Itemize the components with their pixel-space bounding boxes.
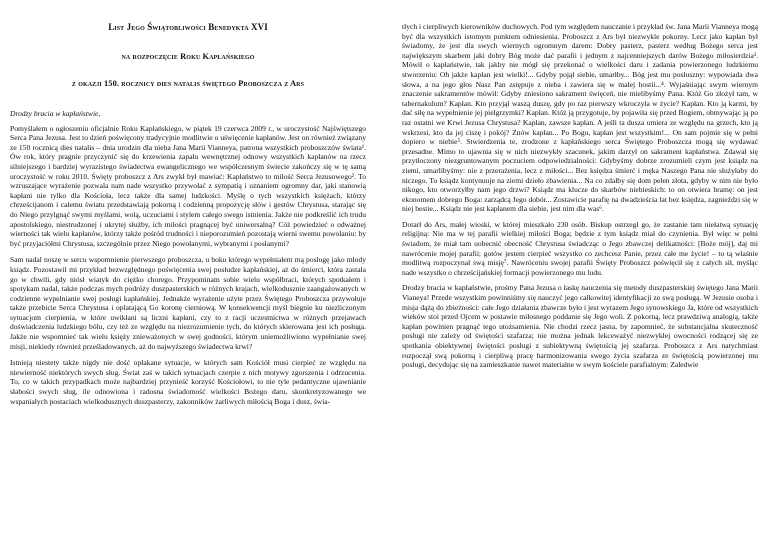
left-paragraph-3: Istnieją niestety także nigdy nie dość opłakane sytuacje, w których sam Kościół musi cierpieć ze względu na niewierność niektórych swych sług. Świat zaś w takich sytuacjach czerpie z nich motywy zgorszenia i odrzucenia. To, co w takich przypadkach może najbardziej przynieść korzyść Kościołowi, to nie tyle pedantyczne ujawnianie słabości swych sług, ile odnowiona i radosna świadomość wielkości Bożego daru, skonkretyzowanego we wspaniałych postaciach wielkodusznych duszpasterzy, zakonników żarliwych miłością Boga i dusz, świa- xyxy=(10,358,366,406)
right-paragraph-1: tłych i cierpliwych kierowników duchowych. Pod tym względem nauczanie i przykład św. Jana Marii Vianneya mogą być dla wszystkich istotnym punktem odniesienia. Proboszcz z Ars był niezwykle pokorny. Lecz jako kapłan był świadomy, że jest dla swych wiernych ogromnym darem: Dobry pasterz, pasterz według Bożego serca jest największym skarbem jaki dobry Bóg może dać parafii i jednym z najcenniejszych darów Bożego miłosierdzia³. Mówił o kapłaństwie, tak jakby nie mógł się przekonać o wielkości daru i zadania powierzonego ludzkiemu stworzeniu: Oh jakże kapłan jest wielki!... Gdyby pojął siebie, umarłby... Bóg jest mu posłuszny: wypowiada dwa słowa, a na jego głos Nasz Pan zstępuje z nieba i zawiera się w małej hostii...⁴. Wyjaśniając swym wiernym znaczenie sakramentów mówił: Gdyby zniesiono sakrament święceń, nie mielibyśmy Pana. Któż Go złożył tam, w tabernakulum? Kapłan. Kto przyjął waszą duszę, gdy po raz pierwszy wkroczyła w życie? Kapłan. Kto ją karmi, by dać siłę na wypełnienie jej pielgrzymki? Kapłan. Któż ją przygotuje, by pojawiła się przed Bogiem, obmywając ją po raz ostatni we Krwi Jezusa Chrystusa? Kapłan, zawsze kapłan. A jeśli ta dusza umiera ze względu na grzech, kto ją wskrzesi, kto da jej ciszę i pokój? Znów kapłan... Po Bogu, kapłan jest wszystkim!... On sam pojmie się w pełni dopiero w niebie⁵. Stwierdzenia te, zrodzone z kapłańskiego serca Świętego Proboszcza mogą się wydawać przesadne. Mimo to ujawnia się w nich niezwykły szacunek, jakim darzył on sakrament kapłaństwa. Zdawał się przytłoczony niezgruntowanym poczuciem odpowiedzialności: Gdybyśmy dobrze zrozumieli czym jest ksiądz na ziemi, umarlibyśmy: nie z przerażenia, lecz z miłości... Bez księdza śmierć i męka Naszego Pana nie służyłaby do niczego. To ksiądz kontynuuje na ziemi dzieło zbawienia... Na co zdałby się dom pełen złota, gdyby w nim nie było nikogo, kto otworzyłby nam jego drzwi? Ksiądz ma klucze do skarbów niebieskich: to on otwiera bramę: on jest ekonomem dobrego Boga: zarządcą Jego dobór... Zostawicie parafię na dwadzieścia lat bez księdza, zagnieździ się w niej bestie... Ksiądz nie jest kapłanem dla siebie, jest nim dla was⁶. xyxy=(402,22,758,214)
letter-heading xyxy=(10,22,366,89)
left-paragraph-2: Sam nadal noszę w sercu wspomnienie pierwszego proboszcza, u boku którego wypełniałem mą posługę jako młody ksiądz. Pozostawił mi przykład bezwzględnego poświęcenia swej posłudze kapłańskiej, aż do śmierci, która zastała go w chwili, gdy niósł wiatyk do ciężko chorego. Przypominam sobie wielu współbraci, których spotkałem i spotykam nadal, także podczas mych podróży duszpasterskich w różnych krajach, wielkodusznie zaangażowanych w codzienne wypełnianie swej posługi kapłańskiej. Jednakże wyrażenie użyte przez Świętego Proboszcza przywołuje także przebicie Serca Chrystusa i oplatającą Go koronę cierniową. W konsekwencji myśl biegnie ku niezliczonym sytuacjom cierpienia, w które uwikłani są liczni kapłani, czy to z racji uczestnictwa w różnych przejawach doświadczenia ludzkiego bólu, czy też ze względu na niezrozumienie tych, do których skierowana jest ich posługa. Jakże nie wspomnieć tak wielu księży znieważonych w swej godności, którym uniemożliwiono wypełnianie swej misji, niekiedy również prześladowanych, aż do najwyższego świadectwa krwi? xyxy=(10,255,366,351)
greeting: Drodzy bracia w kapłaństwie, xyxy=(10,109,101,118)
right-paragraph-3: Drodzy bracia w kapłaństwie, prośmy Pana Jezusa o łaskę nauczenia się metody duszpasterskiej świętego Jana Marii Vianeya! Przede wszystkim powinniśmy się nauczyć jego całkowitej identyfikacji ze swą posługą. W Jezusie osoba i misja dążą do zbieżności: całe Jego działania zbawcze było i jest wyrazem Jego synowskiego Ja, które od wszystkich wieków stoi przed Ojcem w postawie miłosnego poddanie się Jego woli. Z pokorną, lecz prawdziwą analogią, także kapłan powinien pragnąć tego utożsamienia. Nie chodzi rzecz jasna, by zapomnieć, że substancjalna skuteczność posługi nie zależy od świętości szafarza; nie można jednak lekceważyć niezwykłej owocności rodzącej się ze spotkania obiektywnej świętości posługi z subiektywną świętością jej szafarza. Proboszcz z Ars natychmiast rozpoczął swą pokorną i cierpliwą pracę harmonizowania swego życia szafarza ze świętością powierzonej mu posługi, decydując się na zamieszkanie nawet materialne w swym kościele parafialnym: Zaledwie xyxy=(402,283,758,370)
title-line-2: na rozpoczęcie Roku Kapłańskiego xyxy=(121,52,255,61)
title-line-3: z okazji 150. rocznicy dies natalis świętego Proboszcza z Ars xyxy=(71,79,305,88)
title-line-1: List Jego Świątobliwości Benedykta XVI xyxy=(108,22,268,32)
left-column xyxy=(10,22,366,413)
right-paragraph-2: Dotarł do Ars, małej wioski, w której mieszkało 230 osób. Biskup ostrzegł go, że zastanie tam niełatwą sytuację religijną: Nie ma w tej parafii wielkiej miłości Boga; będzie z tym ksiądz miał do czynienia. Był więc w pełni świadom, że miał tam uobecnić obecność Chrystusa świadcząc o Jego zbawczej delikatności: [Boże mój], daj mi nawrócenie mojej parafii; gotów jestem cierpieć wszystko co zechcesz Panie, przez całe me życie! – to tą właśnie modlitwą rozpoczynał swą misję⁷. Nawróceniu swojej parafii Święty Proboszcz poświęcił się z całych sił, myśląc nade wszystko o chrześcijańskiej formacji powierzonego mu ludu. xyxy=(402,219,758,277)
left-paragraph-1: Pomyślałem o ogłoszeniu oficjalnie Roku Kapłańskiego, w piątek 19 czerwca 2009 r., w uroczystość Najświętszego Serca Pana Jezusa. Jest to dzień poświęcony tradycyjnie modlitwie o uświęcenie kapłanów. Jest on również związany ze 150 rocznicą dies natalis – dnia urodzin dla nieba Jana Marii Vianneya, patrona wszystkich proboszczów świata¹. Ów rok, który pragnie przyczynić się do krzewienia zapału wewnętrznej odnowy wszystkich kapłanów na rzecz silniejszego i bardziej wyrazistego świadectwa ewangelicznego we współczesnym świecie zakończy się w tę samą uroczystość w roku 2010. Święty proboszcz z Ars zwykł był mawiać: Kapłaństwo to miłość Serca Jezusowego². To wzruszające wyrażenie pozwala nam nade wszystko przywołać z sympatią i uznaniem ogromny dar, jaki stanowią kapłani nie tylko dla Kościoła, lecz także dla samej ludzkości. Myślę o tych wszystkich księżach, którzy chrześcijanom i całemu światu przedstawiają pokorną i codzienną propozycję słów i gestów Chrystusa, starając się do Niego przylgnąć swymi myślami, wolą, uczuciami i stylem całego swego istnienia. Jakże nie podkreślić ich trudu apostolskiego, niestrudzonej i ukrytej służby, ich miłości pragnącej być uniwersalną? Cóż powiedzieć o odważnej wierności tak wielu kapłanów, którzy także pośród trudności i nieporozumień pozostają wierni swemu powołaniu: by być przyjaciółmi Chrystusa, szczególnie przez Niego powołanymi, wybranymi i posłanymi? xyxy=(10,123,366,248)
right-column xyxy=(402,22,758,376)
